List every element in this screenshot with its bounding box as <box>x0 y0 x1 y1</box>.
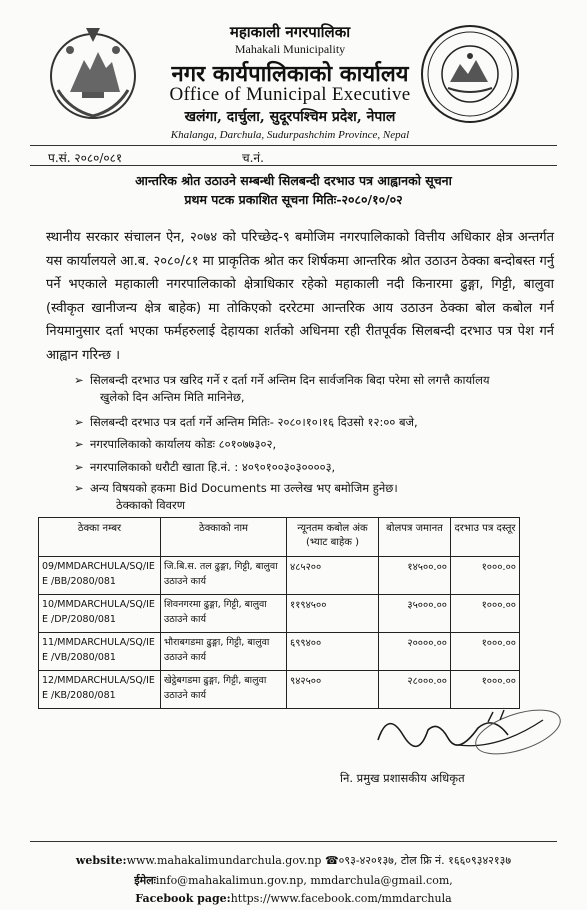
office-name-english: Office of Municipal Executive <box>169 84 411 105</box>
contract-name: भौराबगडमा ढुङ्गा, गिट्टी, बालुवा उठाउने कार्य <box>161 633 287 671</box>
footer-facebook-line: Facebook page:https://www.facebook.com/mmdarchula <box>135 892 452 905</box>
column-header: ठेक्का नम्बर <box>39 518 161 557</box>
column-header: बोलपत्र जमानत <box>379 518 451 557</box>
document-fee: १०००.०० <box>451 671 520 709</box>
condition-item: ➢ नगरपालिकाको कार्यालय कोडः ८०१०७७३०२, <box>74 434 554 454</box>
email-link[interactable]: info@mahakalimun.gov.np, mmdarchula@gmail.com, <box>155 874 453 887</box>
minimum-bid: ११९४५०० <box>287 595 379 633</box>
address-nepali: खलंगा, दार्चुला, सुदूरपश्चिम प्रदेश, नेपाल <box>184 109 396 125</box>
document-fee: १०००.०० <box>451 633 520 671</box>
reference-divider <box>30 165 557 166</box>
letter-reference-number: प.सं. २०८०/०८१ <box>48 151 123 165</box>
contract-table <box>38 517 520 709</box>
signatory-title: नि. प्रमुख प्रशासकीय अधिकृत <box>340 771 465 785</box>
website-link[interactable]: www.mahakalimundarchula.gov.np <box>126 854 322 867</box>
contract-code: 11/MMDARCHULA/SQ/IE E /VB/2080/081 <box>39 633 161 671</box>
table-row <box>39 557 520 595</box>
signature-stamp <box>368 700 568 760</box>
bid-security: २००००.०० <box>379 633 451 671</box>
bid-security: ३५०००.०० <box>379 595 451 633</box>
footer-contact-line: website:www.mahakalimundarchula.gov.np ☎०९३-४२०१३७, टोल फ्रि नं. १६६०९३४२१३७ <box>75 854 512 867</box>
column-header: ठेक्काको नाम <box>161 518 287 557</box>
arrow-bullet-icon: ➢ <box>74 460 84 474</box>
table-row <box>39 595 520 633</box>
contract-code: 09/MMDARCHULA/SQ/IE E /BB/2080/081 <box>39 557 161 595</box>
document-fee: १०००.०० <box>451 595 520 633</box>
contract-name: जि.बि.स. तल ढुङ्गा, गिट्टी, बालुवा उठाउने कार्य <box>161 557 287 595</box>
address-english: Khalanga, Darchula, Sudurpashchim Province, Nepal <box>170 129 410 141</box>
minimum-bid: ६९९४०० <box>287 633 379 671</box>
condition-item: ➢ सिलबन्दी दरभाउ पत्र खरिद गर्ने र दर्ता गर्ने अन्तिम दिन सार्वजनिक बिदा परेमा सो लगत्तै कार्यालय <box>74 370 554 390</box>
bid-security: १४५००.०० <box>379 557 451 595</box>
minimum-bid: ४८५२०० <box>287 557 379 595</box>
arrow-bullet-icon: ➢ <box>74 373 84 387</box>
document-fee: १०००.०० <box>451 557 520 595</box>
column-header: दरभाउ पत्र दस्तूर <box>451 518 520 557</box>
condition-item: ➢ नगरपालिकाको धरौटी खाता हि.नं. : ४०९०१००३०३००००३, <box>74 457 554 477</box>
table-header-row <box>39 518 520 557</box>
municipality-name-english: Mahakali Municipality <box>234 42 346 56</box>
table-row <box>39 633 520 671</box>
nepal-emblem-icon <box>40 20 146 126</box>
minimum-bid: ९४२५०० <box>287 671 379 709</box>
office-name-nepali: नगर कार्यपालिकाको कार्यालय <box>171 61 409 87</box>
column-header: न्यूनतम कबोल अंक (भ्याट बाहेक ) <box>287 518 379 557</box>
contract-code: 12/MMDARCHULA/SQ/IE E /KB/2080/081 <box>39 671 161 709</box>
header-divider <box>30 145 557 146</box>
arrow-bullet-icon: ➢ <box>74 415 84 429</box>
contract-name: शिवनगरमा ढुङ्गा, गिट्टी, बालुवा उठाउने कार्य <box>161 595 287 633</box>
condition-item-continuation: खुलेको दिन अन्तिम मिति मानिनेछ, <box>100 390 245 404</box>
table-caption: ठेक्काको विवरण <box>116 498 186 512</box>
contract-code: 10/MMDARCHULA/SQ/IE E /DP/2080/081 <box>39 595 161 633</box>
notice-body: स्थानीय सरकार संचालन ऐन, २०७४ को परिच्छेद-९ बमोजिम नगरपालिकाको वित्तीय अधिकार क्षेत्र अन्तर्गत यस कार्यालयले आ.ब. २०८०/८१ मा प्राकृतिक श्रोत कर शिर्षकमा आन्तरिक श्रोत उठाउन ठेक्का बन्दोबस्त गर्नु पर्ने भएकाले महाकाली नगरपालिकाको क्षेत्राधिकार रहेको महाकाली नदी किनारमा ढुङ्गा, गिट्टी, बालुवा (स्वीकृत खानीजन्य क्षेत्र बाहेक) मा तोकिएको दररेटमा आन्तरिक आय उठाउन ठेक्का बोल कबोल गर्न नियमानुसार दर्ता भएका फर्महरुलाई देहायका शर्तको अधिनमा रही रीतपूर्वक सिलबन्दी दरभाउ पत्र पेश गर्न आह्वान गरिन्छ । <box>46 230 554 363</box>
notice-subtitle: प्रथम पटक प्रकाशित सूचना मितिः-२०८०/१०/०२ <box>184 192 403 207</box>
footer-email-line: ईमेलःinfo@mahakalimun.gov.np, mmdarchula@gmail.com, <box>134 874 453 887</box>
facebook-link[interactable]: https://www.facebook.com/mmdarchula <box>230 892 452 905</box>
bid-security: २८०००.०० <box>379 671 451 709</box>
condition-item: ➢ सिलबन्दी दरभाउ पत्र दर्ता गर्ने अन्तिम मितिः- २०८०।१०।१६ दिउसो १२:०० बजे, <box>74 412 554 432</box>
arrow-bullet-icon: ➢ <box>74 437 84 451</box>
footer-divider <box>30 841 557 842</box>
condition-item: ➢ अन्य विषयको हकमा Bid Documents मा उल्लेख भए बमोजिम हुनेछ। <box>74 478 554 498</box>
notice-title: आन्तरिक श्रोत उठाउने सम्बन्धी सिलबन्दी दरभाउ पत्र आह्वानको सूचना <box>135 173 452 188</box>
contract-name: खेट्ठेबगडमा ढुङ्गा, गिट्टी, बालुवा उठाउने कार्य <box>161 671 287 709</box>
arrow-bullet-icon: ➢ <box>74 481 84 495</box>
dispatch-number: च.नं. <box>242 151 264 165</box>
phone-info: ☎०९३-४२०१३७, टोल फ्रि नं. १६६०९३४२१३७ <box>324 854 512 867</box>
municipality-name-nepali: महाकाली नगरपालिका <box>229 23 351 41</box>
